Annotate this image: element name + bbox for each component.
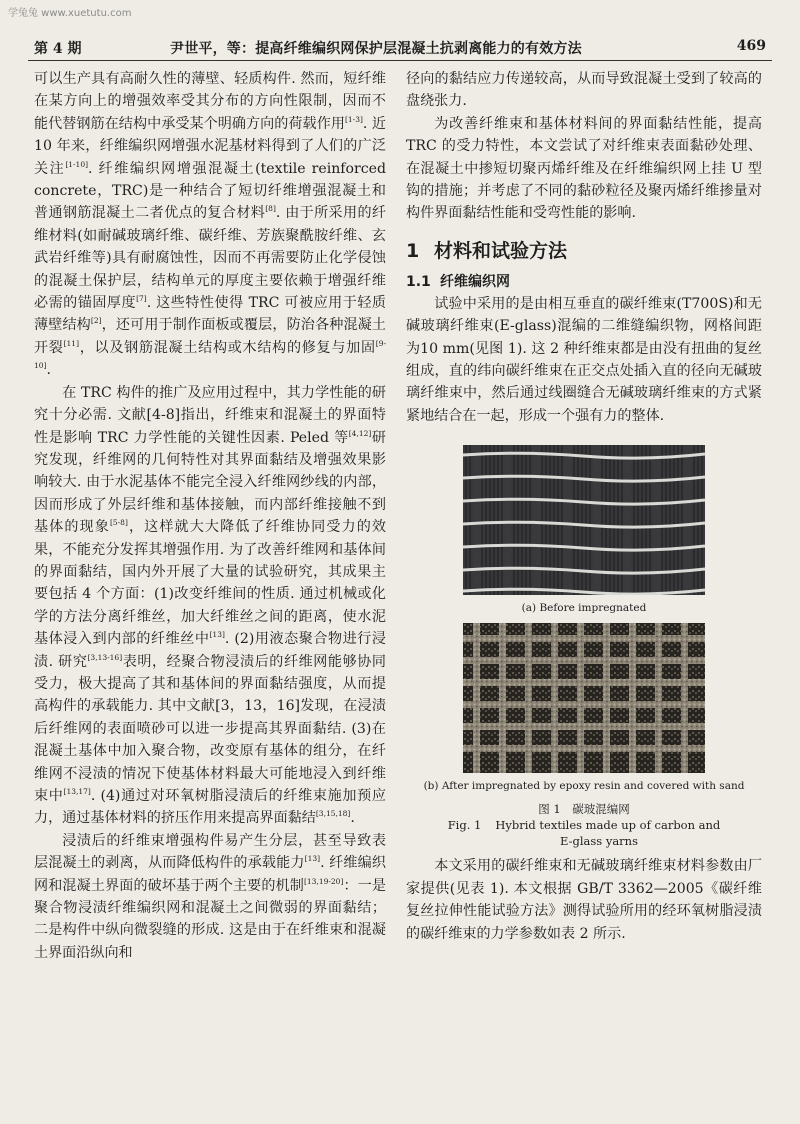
citation: [3,13-16] (87, 652, 123, 662)
figure-1 (406, 445, 762, 849)
citation: [13] (209, 630, 225, 640)
section-heading: 1 材料和试验方法 (406, 239, 568, 262)
citation: [1-3] (344, 114, 363, 124)
citation: [5-8] (109, 518, 128, 528)
citation: [13,17] (63, 787, 91, 796)
textile-photo-before (463, 445, 705, 595)
citation: [8] (265, 204, 276, 214)
paragraph: 径向的黏结应力传递较高，从而导致混凝土受到了较高的盘绕张力. (406, 71, 762, 110)
issue-label: 第 4 期 (34, 41, 82, 57)
right-column (406, 68, 762, 945)
paragraph: 为改善纤维束和基体材料间的界面黏结性能，提高 TRC 的受力特性，本文尝试了对纤维束表面黏砂处理、在混凝土中掺短切聚丙烯纤维及在纤维编织网上挂 U 型钩的措施；并考虑了不同的黏砂粒径及聚丙烯纤维掺量对构件界面黏结性能和受弯性能的影响. (406, 115, 762, 222)
citation: [11] (63, 338, 80, 348)
textile-photo-after (463, 623, 705, 773)
running-title: 尹世平，等：提高纤维编织网保护层混凝土抗剥离能力的有效方法 (170, 41, 582, 57)
citation: [1-10] (65, 159, 89, 169)
figure-caption-en: Fig. 1 Hybrid textiles made up of carbon and (447, 818, 721, 833)
citation: [7] (136, 294, 147, 304)
figure-caption-en-line2: E-glass yarns (559, 834, 638, 849)
figure-caption-zh: 图 1 碳玻混编网 (538, 802, 630, 817)
citation: [13,19-20] (303, 876, 344, 886)
subsection-heading: 1.1 纤维编织网 (406, 273, 510, 290)
running-header (28, 34, 772, 61)
subfigure-caption-a: (a) Before impregnated (521, 602, 647, 615)
paragraph: 可以生产具有高耐久性的薄壁、轻质构件. 然而，短纤维在某方向上的增强效率受其分布的方向性限制，因而不能代替钢筋在结构中承受某个明确方向的荷载作用[1-3]. 近 10 年来，纤维编织网增强水泥基材料得到了人们的广泛关注[1-10]. 纤维编织网增强混凝土(textile reinforced concrete，TRC)是一种结合了短切纤维增强混凝土和普通钢筋混凝土二者优点的复合材料[8]. 由于所采用的纤维材料(如耐碱玻璃纤维、碳纤维、芳族聚酰胺纤维、玄武岩纤维等)具有耐腐蚀性，因而不再需要防止化学侵蚀的混凝土保护层，结构单元的厚度主要依赖于增强纤维必需的锚固厚度[7]. 这些特性使得 TRC 可被应用于轻质薄壁结构[2]，还可用于制作面板或覆层，防治各种混凝土开裂[11]，以及钢筋混凝土结构或木结构的修复与加固[9-10]. (34, 71, 387, 379)
watermark: 学兔兔 www.xuetutu.com (8, 8, 132, 19)
citation: [4,12] (348, 428, 372, 438)
paragraph: 试验中采用的是由相互垂直的碳纤维束(T700S)和无碱玻璃纤维束(E-glass)混编的二维缝编织物，网格间距为10 mm(见图 1). 这 2 种纤维束都是由没有扭曲的复丝组成，直的纬向碳纤维束在正交点处插入直的径向无碱玻璃纤维束中，然后通过线圈缝合无碱玻璃纤维束的方式紧紧地结合在一起，形成一个强有力的整体. (406, 295, 762, 424)
subfigure-caption-b: (b) After impregnated by epoxy resin and covered with sand (423, 780, 745, 793)
citation: [2] (90, 316, 102, 326)
paragraph: 本文采用的碳纤维束和无碱玻璃纤维束材料参数由厂家提供(见表 1). 本文根据 GB/T 3362—2005《碳纤维复丝拉伸性能试验方法》测得试验所用的经环氧树脂浸渍的碳纤维束的力学参数如表 2 所示. (406, 858, 762, 942)
page-number: 469 (736, 38, 766, 54)
left-column (34, 68, 386, 964)
citation: [13] (304, 854, 321, 864)
citation: [3,15,18] (315, 809, 351, 819)
paragraph: 浸渍后的纤维束增强构件易产生分层，甚至导致表层混凝土的剥离，从而降低构件的承载能力[13]. 纤维编织网和混凝土界面的破坏基于两个主要的机制[13,19-20]：一是聚合物浸渍纤维编织网和混凝土之间微弱的界面黏结；二是构件中纵向微裂缝的形成. 这是由于在纤维束和混凝土界面沿纵向和 (34, 832, 387, 961)
paragraph: 在 TRC 构件的推广及应用过程中，其力学性能的研究十分必需. 文献[4-8]指出，纤维束和混凝土的界面特性是影响 TRC 力学性能的关键性因素. Peled 等[4,12]研究发现，纤维网的几何特性对其界面黏结及增强效果影响较大. 由于水泥基体不能完全浸入纤维网纱线的内部，因而形成了外层纤维和基体接触，而内部纤维接触不到基体的现象[5-8]，这样就大大降低了纤维协同受力的效果，不能充分发挥其增强作用. 为了改善纤维网和基体间的界面黏结，国内外开展了大量的试验研究，其成果主要包括 4 个方面：(1)改变纤维间的性质. 通过机械或化学的方法分离纤维丝，加大纤维丝之间的距离，使水泥基体浸入到内部的纤维丝中[13]. (2)用液态聚合物进行浸渍. 研究[3,13-16]表明，经聚合物浸渍后的纤维网能够协同受力，极大提高了其和基体间的界面黏结强度，从而提高构件的承载能力. 其中文献[3，13，16]发现，在浸渍后纤维网的表面喷砂可以进一步提高其界面黏结. (3)在混凝土基体中加入聚合物，改变原有基体的组分，在纤维网不浸渍的情况下使基体材料最大可能地浸入到纤维束中[13,17]. (4)通过对环氧树脂浸渍后的纤维束施加预应力，通过基体材料的挤压作用来提高界面黏结[3,15,18]. (34, 384, 387, 827)
citation: [9-10] (34, 338, 387, 371)
